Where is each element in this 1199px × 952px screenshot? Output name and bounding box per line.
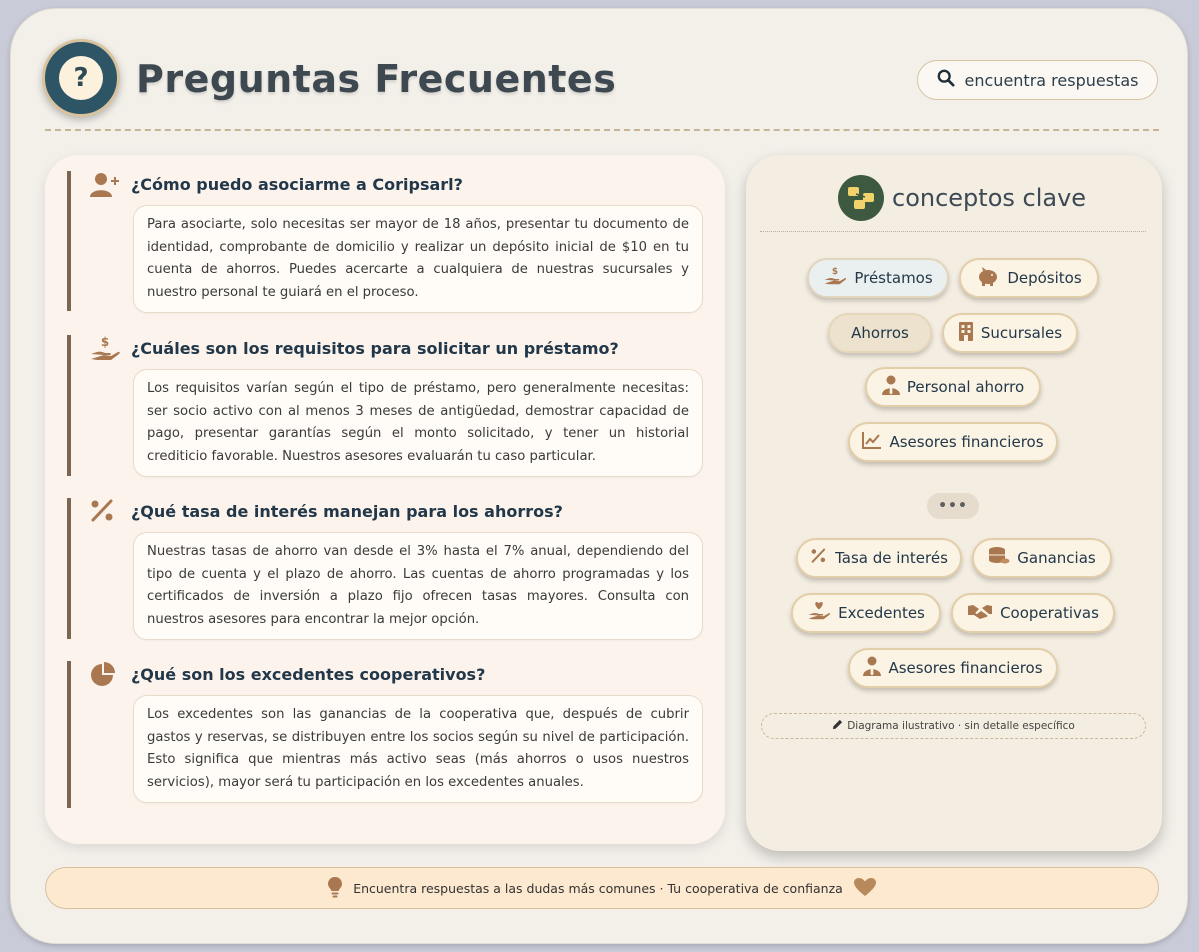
faq-answer: Nuestras tasas de ahorro van desde el 3% hasta el 7% anual, dependiendo del tipo de cuenta y el plazo de ahorro. Las cuentas de ahorro programadas y los certificados de inversión a plazo fijo ofrecen tasas mayores. Consulta con nuestros asesores para encontrar la mejor opción. [133,532,703,640]
concepts-title: conceptos clave [892,184,1087,212]
user-plus-icon [89,171,119,199]
concept-pill-cooperativas[interactable] [951,593,1115,633]
footer-banner [45,867,1159,909]
faq-item [67,171,711,311]
faq-item [67,661,711,808]
coins-icon [988,546,1010,570]
user-tie-icon [863,656,881,680]
concept-pill-label: Asesores financieros [889,433,1044,451]
building-icon [958,321,974,345]
faq-question[interactable]: ¿Qué son los excedentes cooperativos? [131,665,486,684]
lightbulb-icon [327,876,343,901]
heart-icon [853,877,877,900]
concept-pill-ganancias[interactable] [972,538,1112,578]
concepts-panel [746,155,1162,851]
pie-chart-icon [89,661,119,689]
concept-pill-label: Personal ahorro [906,378,1025,396]
percent-icon [810,547,828,569]
piggy-bank-icon [976,266,1000,290]
search-label: encuentra respuestas [964,70,1139,90]
concept-pill-label: Préstamos [854,269,933,287]
concept-pill-asesores-financieros-2[interactable] [848,648,1058,688]
concept-pill-label: Excedentes [838,604,925,622]
svg-text:$: $ [832,266,839,277]
handshake-icon [967,602,993,624]
concept-pill-label: Ganancias [1017,549,1096,567]
percent-icon [89,498,119,526]
faq-answer: Los requisitos varían según el tipo de préstamo, pero generalmente necesitas: ser socio activo con al menos 3 meses de antigüedad, demostrar capacidad de pago, presentar garantías según el monto solicitado, y tener un historial crediticio favorable. Nuestros asesores evaluarán tu caso particular. [133,369,703,477]
faq-panel [45,155,725,844]
concept-pill-tasa-de-interes[interactable] [796,538,962,578]
page-title: Preguntas Frecuentes [136,57,617,101]
concept-pill-label: Cooperativas [1000,604,1099,622]
faq-item [67,335,711,476]
diagram-note [761,713,1146,739]
concepts-divider [760,231,1146,232]
faq-logo [42,39,120,117]
diagram-note-text: Diagrama ilustrativo · sin detalle específico [847,720,1075,732]
concept-pill-sucursales[interactable] [942,313,1078,353]
header-divider [45,129,1159,131]
footer-text: Encuentra respuestas a las dudas más comunes · Tu cooperativa de confianza [353,880,843,896]
hand-dollar-icon [823,265,847,291]
faq-question[interactable]: ¿Cómo puedo asociarme a Coripsarl? [131,175,463,194]
svg-text:$: $ [100,335,110,349]
concept-pill-personal-ahorro[interactable] [865,367,1041,407]
hand-dollar-icon [89,335,119,363]
concept-pill-label: Tasa de interés [835,549,948,567]
faq-answer: Los excedentes son las ganancias de la cooperativa que, después de cubrir gastos y reservas, se distribuyen entre los socios según su nivel de participación. Esto significa que mientras más activo seas (más ahorros o usos nuestros servicios), mayor será tu participación en los excedentes anuales. [133,695,703,803]
chart-line-icon [862,431,882,453]
concept-pill-label: Sucursales [980,324,1063,342]
sitemap-icon [838,175,884,221]
concept-pill-label: Asesores financieros [888,659,1043,677]
app-frame [10,8,1188,944]
concept-pill-label: Depósitos [1007,269,1082,287]
concepts-header [838,175,1086,221]
user-tie-icon [882,375,900,399]
concept-pill-excedentes[interactable] [791,593,941,633]
concept-pill-ahorros[interactable] [828,313,932,353]
concept-pill-prestamos[interactable] [807,258,949,298]
faq-question[interactable]: ¿Cuáles son los requisitos para solicitar un préstamo? [131,339,619,358]
faq-answer: Para asociarte, solo necesitas ser mayor de 18 años, presentar tu documento de identidad, comprobante de domicilio y realizar un depósito inicial de $10 en tu cuenta de ahorros. Puedes acercarte a cualquiera de nuestras sucursales y nuestro personal te guiará en el proceso. [133,205,703,313]
question-mark-icon: ? [59,56,103,100]
concept-pill-depositos[interactable] [959,258,1099,298]
pencil-icon [832,719,843,733]
faq-question[interactable]: ¿Qué tasa de interés manejan para los ahorros? [131,502,563,521]
search-icon [937,69,955,91]
concept-pill-label: Ahorros [851,324,909,342]
more-button[interactable]: ••• [927,493,979,519]
faq-item [67,498,711,639]
concept-pill-asesores-financieros[interactable] [848,422,1058,462]
hand-heart-icon [807,600,831,626]
search-button[interactable] [917,60,1158,100]
